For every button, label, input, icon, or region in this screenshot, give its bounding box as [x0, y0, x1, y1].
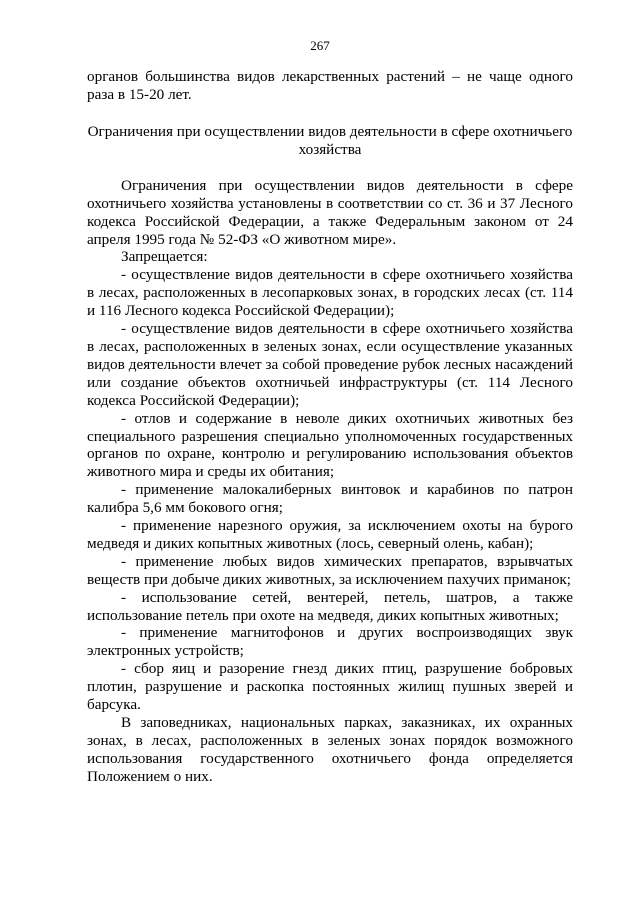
list-item: - использование сетей, вентерей, петель, шатров, а также использование петель при охоте на медведя, диких копытных животных;: [87, 588, 573, 624]
section-heading-line: Ограничения при осуществлении видов деятельности в сфере охотничьего: [87, 122, 573, 140]
list-item: - применение малокалиберных винтовок и карабинов по патрон калибра 5,6 мм бокового огня;: [87, 481, 573, 517]
list-item: - применение магнитофонов и других воспроизводящих звук электронных устройств;: [87, 624, 573, 660]
list-item: - отлов и содержание в неволе диких охотничьих животных без специального разрешения специально уполномоченных государственных органов по охране, контролю и регулированию использования объектов животного мира и среды их обитания;: [87, 409, 573, 481]
intro-paragraph: органов большинства видов лекарственных растений – не чаще одного раза в 15-20 лет.: [87, 68, 573, 103]
list-item: - сбор яиц и разорение гнезд диких птиц, разрушение бобровых плотин, разрушение и раскопка постоянных жилищ пушных зверей и барсука.: [87, 660, 573, 714]
document-body: [87, 68, 573, 786]
section-heading-line: хозяйства: [298, 140, 362, 158]
body-paragraph: Запрещается:: [121, 248, 208, 266]
section-heading: [87, 123, 573, 159]
body-paragraph: Ограничения при осуществлении видов деятельности в сфере охотничьего хозяйства установлены в соответствии со ст. 36 и 37 Лесного кодекса Российской Федерации, а также Федеральным законом от 24 апреля 1995 года № 52-ФЗ «О животном мире».: [87, 176, 573, 248]
body-paragraph: В заповедниках, национальных парках, заказниках, их охранных зонах, в лесах, расположенных в зеленых зонах порядок возможного использования государственного охотничьего фонда определяется Положением о них.: [87, 714, 573, 785]
list-item: - осуществление видов деятельности в сфере охотничьего хозяйства в лесах, расположенных в лесопарковых зонах, в городских лесах (ст. 114 и 116 Лесного кодекса Российской Федерации);: [87, 266, 573, 320]
page-number: 267: [310, 38, 330, 53]
list-item: - осуществление видов деятельности в сфере охотничьего хозяйства в лесах, расположенных в зеленых зонах, если осуществление указанных видов деятельности влечет за собой проведение рубок лесных насаждений или создание объектов охотничьей инфраструктуры (ст. 114 Лесного кодекса Российской Федерации);: [87, 320, 573, 409]
list-item: - применение нарезного оружия, за исключением охоты на бурого медведя и диких копытных животных (лось, северный олень, кабан);: [87, 517, 573, 552]
list-item: - применение любых видов химических препаратов, взрывчатых веществ при добыче диких животных, за исключением пахучих приманок;: [87, 552, 573, 588]
